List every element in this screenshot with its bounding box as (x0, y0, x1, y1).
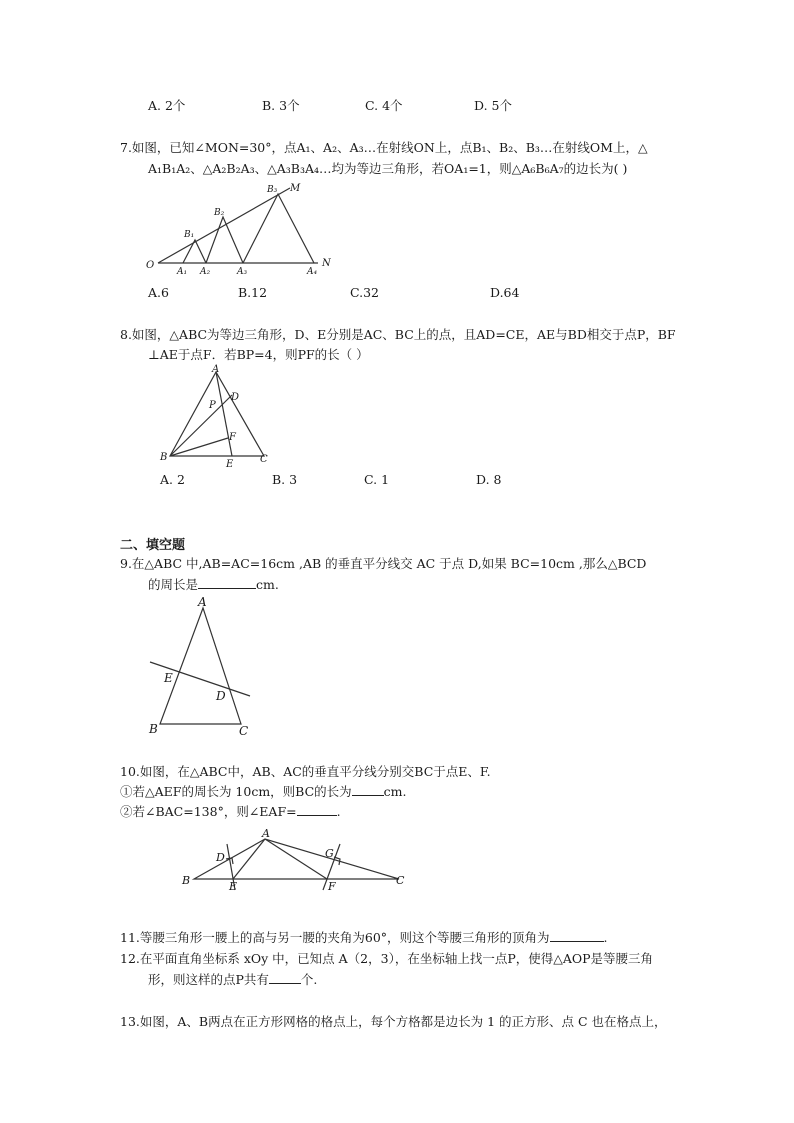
q13-stem-line1: 13.如图，A、B两点在正方形网格的格点上，每个方格都是边长为 1 的正方形、点 C 也在格点上， (120, 1014, 667, 1029)
label-b: B (149, 722, 158, 736)
ray-om (158, 188, 290, 263)
q10-text-3b: . (336, 804, 341, 819)
label-a1: A₁ (177, 267, 188, 277)
label-a: A (212, 364, 220, 375)
triangle-2 (206, 217, 243, 263)
triangle-1 (183, 240, 206, 263)
q6-option-a: A. 2个 (148, 98, 186, 113)
q10-answer-blank-1[interactable] (352, 783, 384, 796)
segment-ae (233, 839, 265, 879)
label-b2: B₂ (214, 208, 225, 218)
q10-text-3a: ②若∠BAC=138°，则∠EAF= (120, 804, 297, 819)
label-c: C (396, 874, 405, 887)
triangle-abc (170, 372, 264, 456)
q11-text-b: . (603, 930, 608, 945)
label-f: F (328, 880, 336, 893)
label-b3: B₃ (267, 185, 278, 195)
q6-option-b: B. 3个 (262, 98, 300, 113)
q10-answer-blank-2[interactable] (297, 803, 337, 816)
label-m: M (290, 183, 301, 194)
q12-answer-blank[interactable] (269, 971, 301, 984)
label-f: F (229, 432, 236, 443)
q10-text-2b: cm. (383, 784, 407, 799)
label-a: A (262, 827, 270, 840)
q12-stem-line2 (148, 971, 317, 989)
q10-stem-line2 (120, 783, 406, 801)
q7-figure (140, 180, 350, 280)
q7-stem-line2: A₁B₁A₂、△A₂B₂A₃、△A₃B₃A₄…均为等边三角形，若OA₁=1，则△A₆B₆A₇的边长为( ) (148, 161, 628, 176)
label-a4: A₄ (307, 267, 318, 277)
q7-option-c: C.32 (350, 285, 379, 300)
label-a: A (198, 595, 207, 609)
q9-stem-line1: 9.在△ABC 中,AB=AC=16cm ,AB 的垂直平分线交 AC 于点 D,如果 BC=10cm ,那么△BCD (120, 556, 647, 571)
label-e: E (229, 880, 238, 893)
q6-option-d: D. 5个 (474, 98, 512, 113)
q8-stem-line2: ⊥AE于点F．若BP=4，则PF的长（ ） (148, 347, 369, 362)
label-b: B (160, 452, 168, 463)
label-c: C (260, 454, 268, 465)
q8-option-b: B. 3 (272, 472, 298, 487)
label-o: O (146, 260, 155, 271)
q12-text-b: 个. (300, 972, 318, 987)
label-d: D (216, 689, 226, 703)
q7-stem-line1: 7.如图，已知∠MON=30°，点A₁、A₂、A₃…在射线ON上，点B₁、B₂、B₃…在射线OM上，△ (120, 140, 648, 155)
label-d: D (216, 851, 225, 864)
q8-figure (150, 362, 280, 472)
q9-text-b: cm. (256, 577, 279, 592)
label-d: D (231, 392, 240, 403)
q7-option-d: D.64 (490, 285, 520, 300)
q8-option-a: A. 2 (160, 472, 185, 487)
label-c: C (239, 724, 249, 738)
q11-text-a: 11.等腰三角形一腰上的高与另一腰的夹角为60°，则这个等腰三角形的顶角为 (120, 930, 550, 945)
q8-stem-line1: 8.如图，△ABC为等边三角形，D、E分别是AC、BC上的点，且AD=CE，AE与BD相交于点P，BF (120, 327, 676, 342)
q12-stem-line1: 12.在平面直角坐标系 xOy 中，已知点 A（2，3），在坐标轴上找一点P，使得△AOP是等腰三角 (120, 951, 654, 966)
triangle-3 (243, 194, 314, 263)
q9-answer-blank[interactable] (198, 576, 256, 589)
q11-stem (120, 929, 608, 947)
q7-option-a: A.6 (148, 285, 169, 300)
label-e: E (164, 671, 173, 685)
label-n: N (322, 258, 331, 269)
label-p: P (209, 400, 216, 411)
q10-stem-line3 (120, 803, 341, 821)
q8-option-d: D. 8 (476, 472, 502, 487)
q10-text-2a: ①若△AEF的周长为 10cm，则BC的长为 (120, 784, 352, 799)
q9-figure (140, 594, 270, 744)
label-e: E (226, 459, 234, 470)
q12-text-a: 形，则这样的点P共有 (148, 972, 269, 987)
label-b1: B₁ (184, 230, 195, 240)
q8-option-c: C. 1 (364, 472, 390, 487)
q7-option-b: B.12 (238, 285, 268, 300)
segment-af (265, 839, 327, 879)
label-g: G (325, 847, 334, 860)
q11-answer-blank[interactable] (550, 929, 604, 942)
label-a3: A₃ (237, 267, 248, 277)
label-b: B (182, 874, 191, 887)
q10-stem-line1: 10.如图，在△ABC中，AB、AC的垂直平分线分别交BC于点E、F. (120, 764, 491, 779)
label-a2: A₂ (200, 267, 211, 277)
q9-text-a: 的周长是 (148, 577, 199, 592)
segment-ae (216, 372, 232, 456)
q9-stem-line2 (148, 576, 279, 594)
q10-figure (175, 826, 415, 896)
q6-option-c: C. 4个 (365, 98, 403, 113)
triangle-abc (160, 608, 241, 724)
section-title: 二、填空题 (120, 538, 186, 553)
